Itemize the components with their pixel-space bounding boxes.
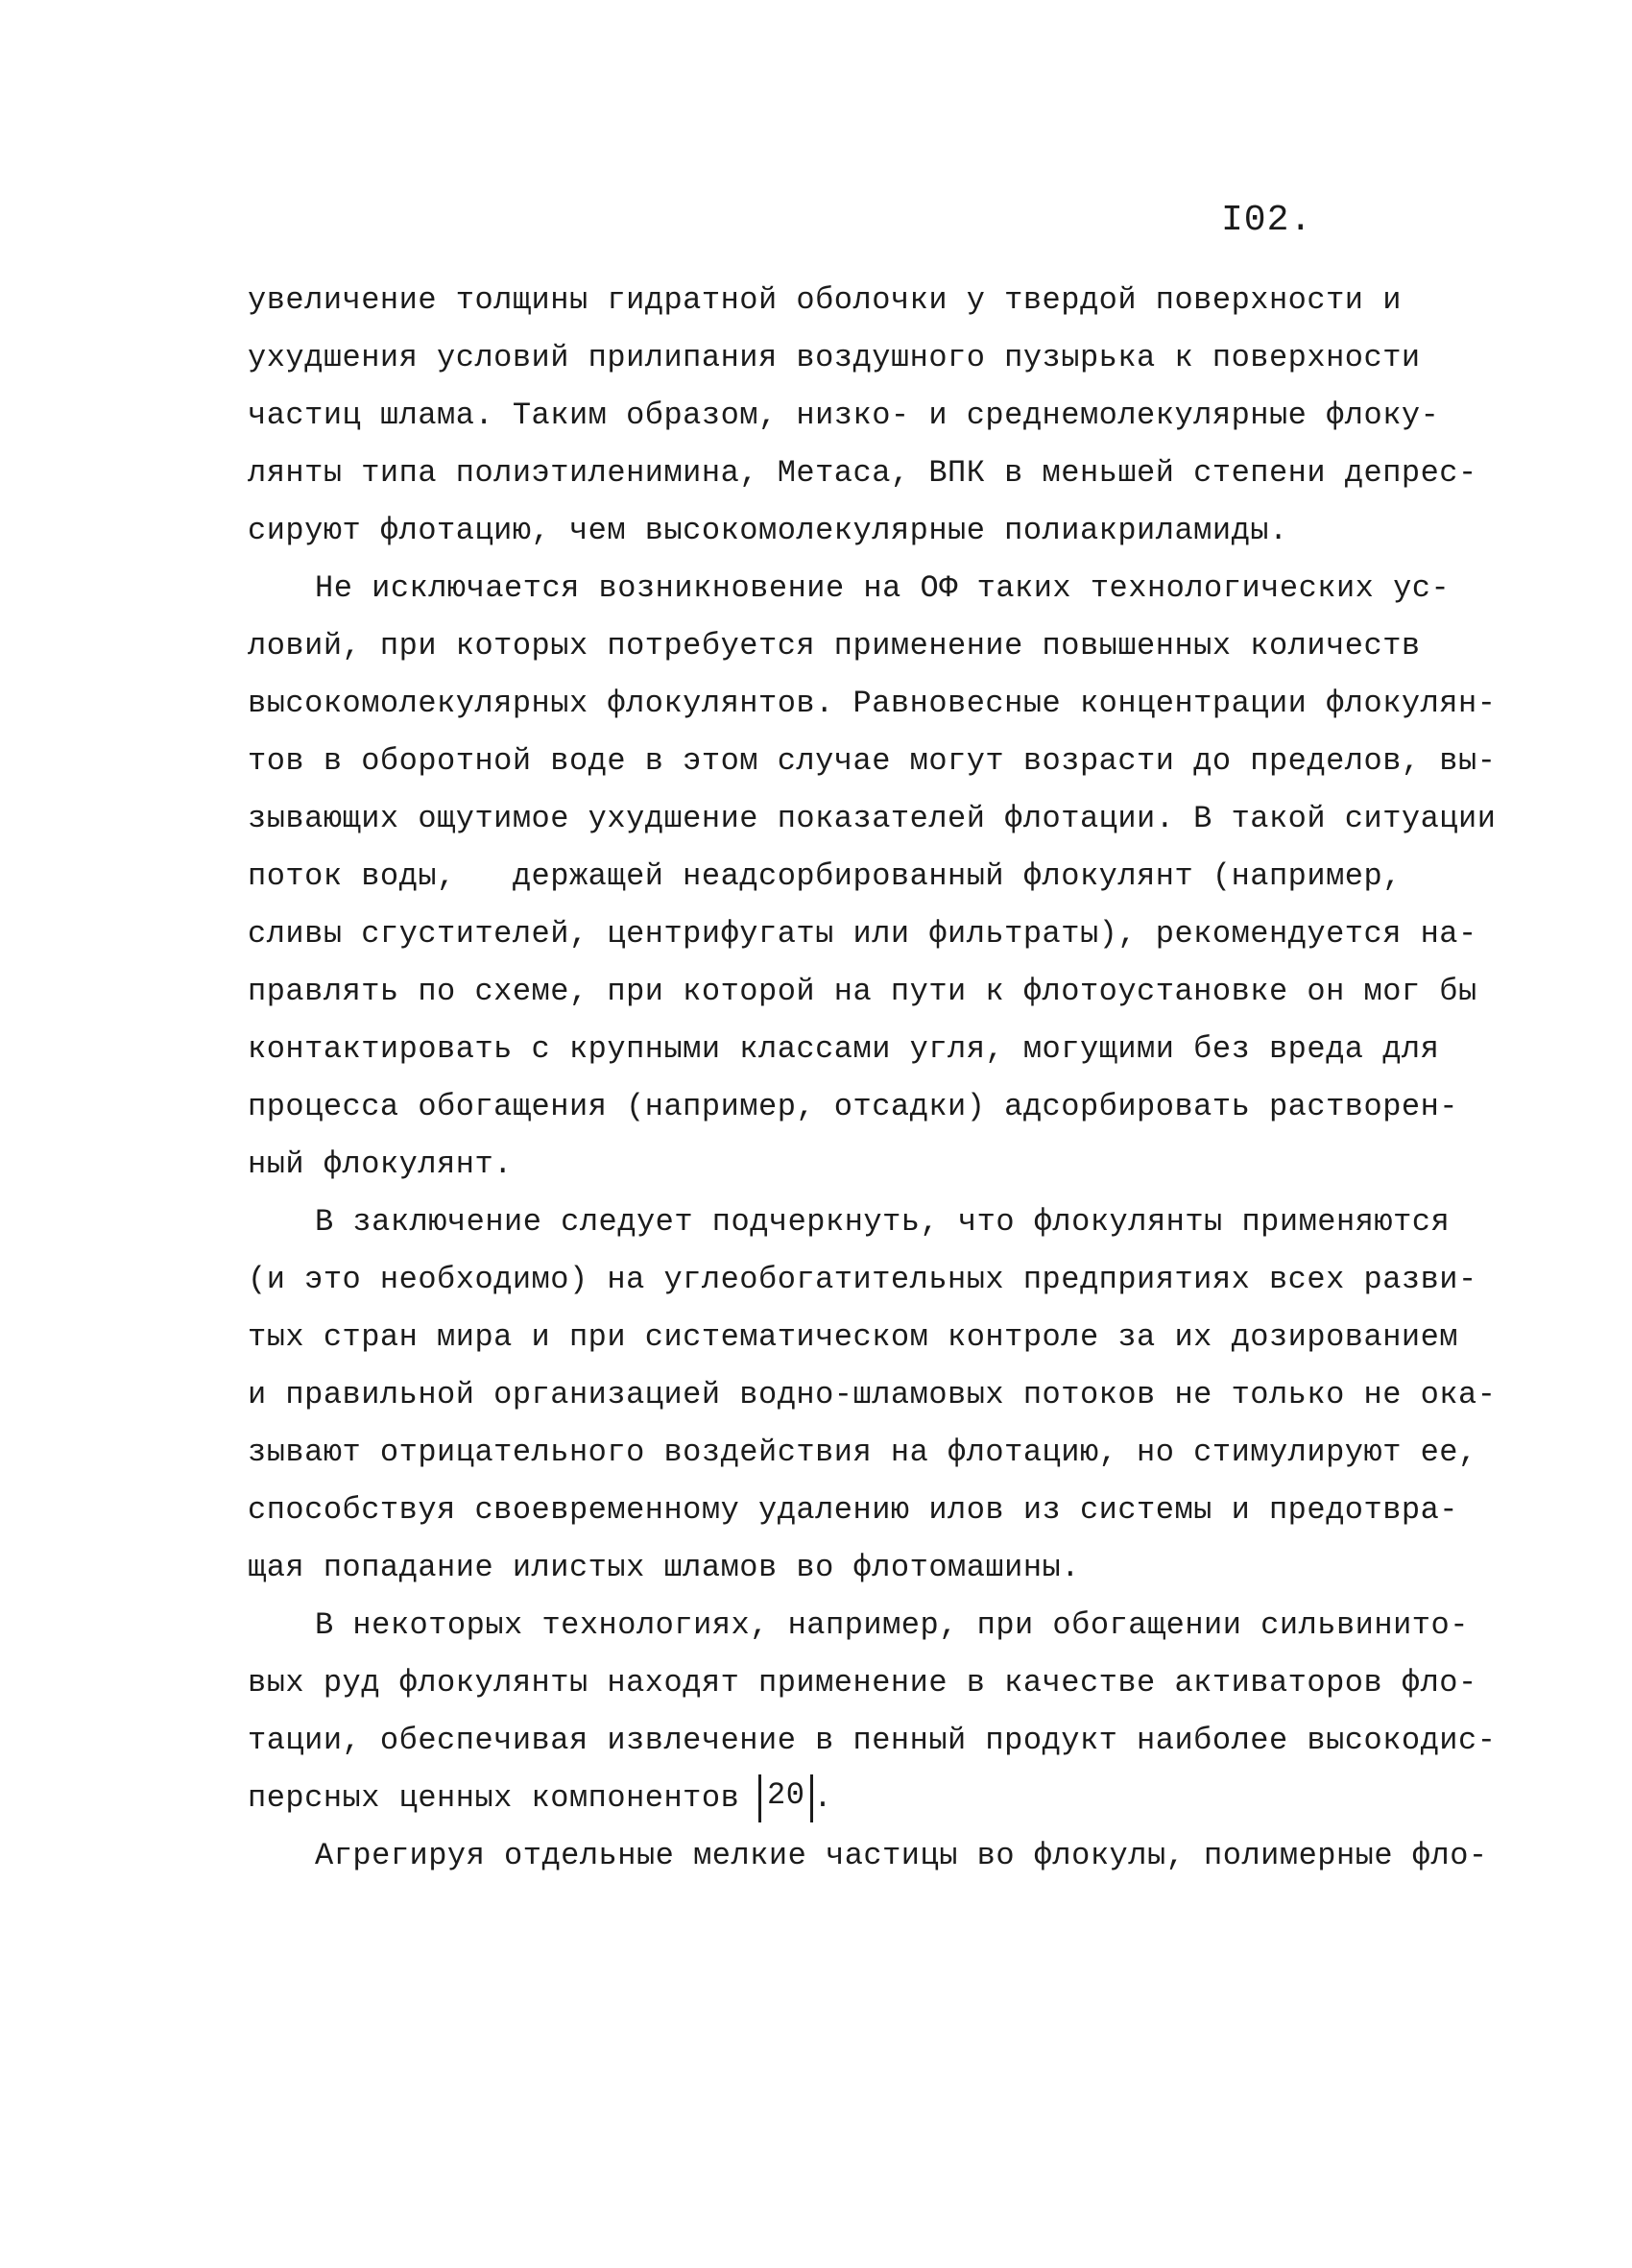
text-line: сливы сгустителей, центрифугаты или фильтраты), рекомендуется на- (248, 916, 1477, 952)
text-line: зывают отрицательного воздействия на флотацию, но стимулируют ее, (248, 1435, 1477, 1470)
text-line: щая попадание илистых шламов во флотомашины. (248, 1550, 1080, 1585)
text-line: контактировать с крупными классами угля, могущими без вреда для (248, 1031, 1440, 1067)
text-line: ный флокулянт. (248, 1146, 513, 1182)
page-number: I02. (1221, 200, 1313, 241)
paragraph-start-line: Агрегируя отдельные мелкие частицы во флокулы, полимерные фло- (315, 1838, 1488, 1873)
reference-suffix: . (813, 1780, 833, 1816)
text-line: тации, обеспечивая извлечение в пенный продукт наиболее высокодис- (248, 1723, 1497, 1758)
text-line-content: персных ценных компонентов (248, 1780, 740, 1816)
text-line-with-reference (248, 1770, 1419, 1827)
text-line: ловий, при которых потребуется применение повышенных количеств (248, 628, 1421, 664)
text-line: высокомолекулярных флокулянтов. Равновесные концентрации флокулян- (248, 686, 1497, 721)
body-text (248, 272, 1497, 1885)
text-line: правлять по схеме, при которой на пути к флотоустановке он мог бы (248, 974, 1477, 1009)
text-line: процесса обогащения (например, отсадки) адсорбировать растворен- (248, 1089, 1458, 1124)
text-line: тых стран мира и при систематическом контроле за их дозированием (248, 1319, 1458, 1355)
reference-citation: 20 (758, 1774, 813, 1822)
text-line: тов в оборотной воде в этом случае могут возрасти до пределов, вы- (248, 743, 1497, 779)
paragraph-start-line: Не исключается возникновение на ОФ таких технологических ус- (315, 570, 1451, 606)
text-line: ухудшения условий прилипания воздушного пузырька к поверхности (248, 340, 1421, 375)
text-line: частиц шлама. Таким образом, низко- и среднемолекулярные флоку- (248, 398, 1440, 433)
text-line: поток воды, держащей неадсорбированный флокулянт (например, (248, 858, 1402, 894)
text-line: увеличение толщины гидратной оболочки у твердой поверхности и (248, 282, 1402, 318)
text-line: сируют флотацию, чем высокомолекулярные полиакриламиды. (248, 513, 1288, 548)
paragraph-start-line: В заключение следует подчеркнуть, что флокулянты применяются (315, 1204, 1451, 1240)
text-line: и правильной организацией водно-шламовых потоков не только не ока- (248, 1377, 1497, 1412)
text-line: (и это необходимо) на углеобогатительных предприятиях всех разви- (248, 1262, 1477, 1297)
text-line: способствуя своевременному удалению илов из системы и предотвра- (248, 1492, 1458, 1528)
text-line: лянты типа полиэтиленимина, Метаса, ВПК в меньшей степени депрес- (248, 455, 1477, 491)
text-line: зывающих ощутимое ухудшение показателей флотации. В такой ситуации (248, 801, 1497, 836)
paragraph-start-line: В некоторых технологиях, например, при обогащении сильвинито- (315, 1607, 1469, 1643)
text-line: вых руд флокулянты находят применение в качестве активаторов фло- (248, 1665, 1477, 1701)
